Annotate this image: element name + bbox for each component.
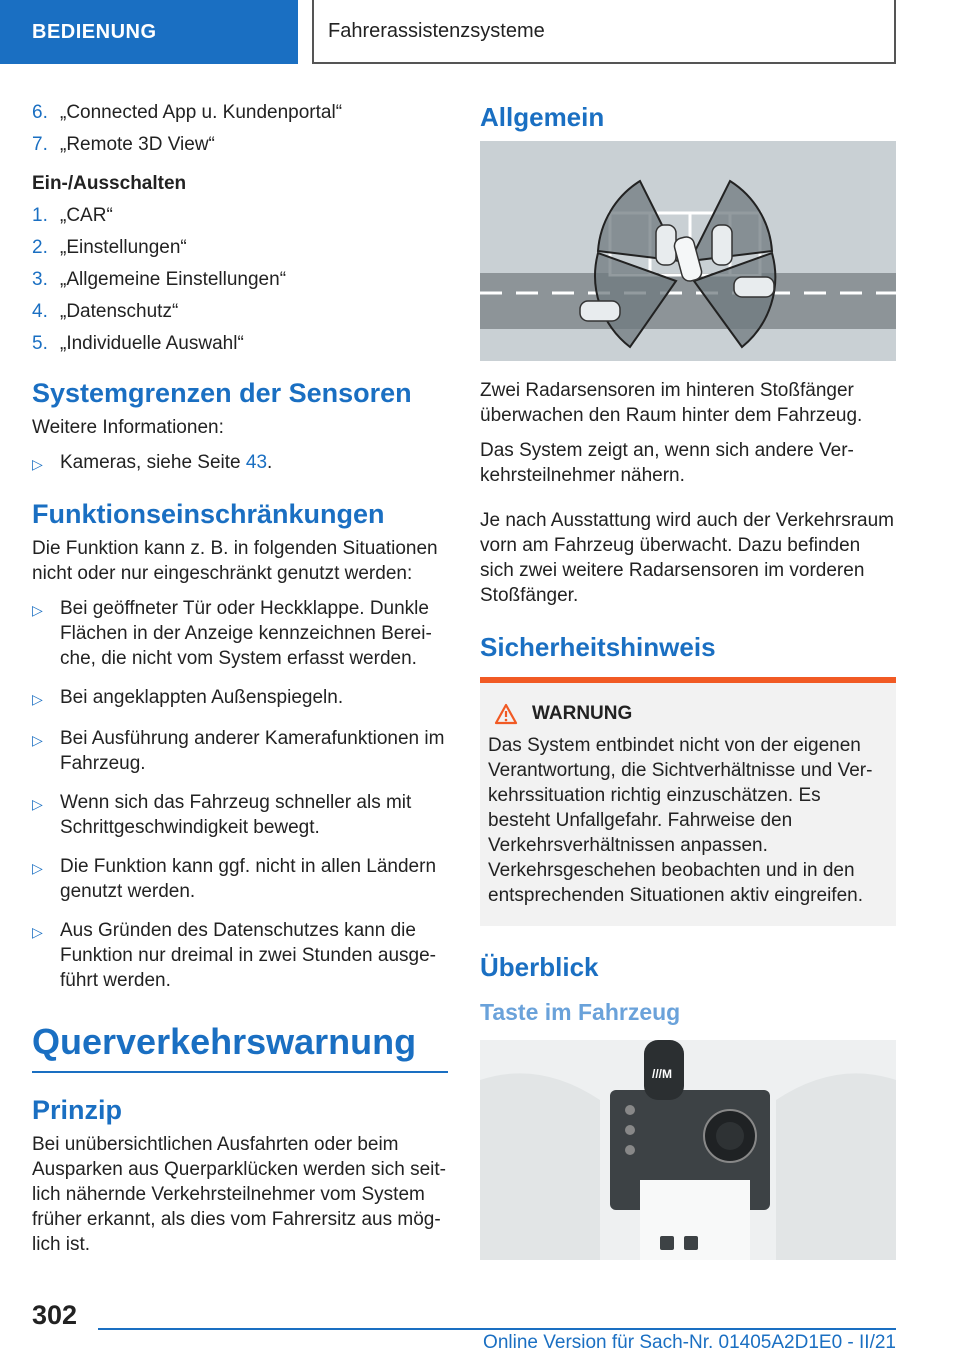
- limits-heading: Systemgrenzen der Sensoren: [32, 378, 412, 408]
- section-title-label: Fahrerassistenzsysteme: [328, 19, 545, 42]
- button-heading: Taste im Fahrzeug: [480, 999, 681, 1025]
- warning-triangle-icon: [494, 703, 518, 725]
- menu-path-list: [32, 100, 448, 157]
- warning-text: Das System entbindet nicht von der eigenen Verantwortung, die Sichtverhältnisse und Verkehrssituation richtig einzuschätzen. Es besteht Unfallgefahr. Fahrweise den Verkehrsverhältnissen anpassen. Verkehrsgeschehen beobachten und in den entsprechenden Situationen aktiv eingreifen.: [488, 735, 873, 906]
- radar-zones-illustration: [480, 141, 896, 361]
- footer-divider: [98, 1328, 896, 1330]
- right-column: [480, 100, 896, 1265]
- general-p1: Zwei Radarsensoren im hinteren Stoßfänger überwachen den Raum hinter dem Fahrzeug.: [480, 380, 863, 426]
- list-item: 3. „Allgemeine Einstellungen“: [32, 269, 287, 290]
- bullet-triangle-icon: ▷: [32, 456, 43, 472]
- principle-heading: Prinzip: [32, 1095, 123, 1125]
- main-heading: Querverkehrswarnung: [32, 1021, 448, 1073]
- general-p2: Das System zeigt an, wenn sich andere Verkehrsteilnehmer nähern.: [480, 440, 854, 486]
- restrictions-list: [32, 596, 448, 993]
- chapter-tab[interactable]: [0, 0, 298, 64]
- list-item: 5. „Individuelle Auswahl“: [32, 333, 244, 354]
- restrictions-heading: Funktionseinschränkungen: [32, 499, 385, 529]
- bullet-triangle-icon: ▷: [32, 691, 43, 707]
- page-link[interactable]: 43: [245, 452, 268, 473]
- principle-text: Bei unübersichtlichen Ausfahrten oder beim Ausparken aus Querparklücken werden sich seitlich nähernde Verkehrsteilnehmer vom System früher erkannt, als dies vom Fahrersitz aus möglich ist.: [32, 1134, 446, 1255]
- list-item: ▷ Wenn sich das Fahrzeug schneller als mit Schrittgeschwindigkeit bewegt.: [32, 792, 412, 838]
- section-title: [312, 0, 896, 64]
- list-item: 1. „CAR“: [32, 205, 113, 226]
- list-item: ▷ Bei geöffneter Tür oder Heckklappe. Dunkle Flächen in der Anzeige kennzeichnen Bereiche, die nicht vom System erfasst werden.: [32, 598, 432, 669]
- limits-intro: Weitere Informationen:: [32, 417, 224, 438]
- list-item: ▷ Aus Gründen des Datenschutzes kann die Funktion nur dreimal in zwei Stunden ausgeführt werden.: [32, 920, 436, 991]
- onoff-steps: [32, 203, 448, 356]
- list-item: 6. „Connected App u. Kundenportal“: [32, 102, 343, 123]
- bullet-triangle-icon: ▷: [32, 732, 43, 748]
- safety-heading: Sicherheitshinweis: [480, 632, 716, 662]
- overview-heading: Überblick: [480, 952, 599, 982]
- onoff-heading: Ein-/Ausschalten: [32, 173, 187, 194]
- restrictions-intro: Die Funktion kann z. B. in folgenden Situationen nicht oder nur eingeschränkt genutzt werden:: [32, 538, 438, 584]
- left-column: [32, 100, 448, 1267]
- list-item: ▷ Bei angeklappten Außenspiegeln.: [32, 685, 448, 712]
- bullet-triangle-icon: ▷: [32, 796, 43, 812]
- center-console-illustration: [480, 1040, 896, 1260]
- general-p3: Je nach Ausstattung wird auch der Verkehrsraum vorn am Fahrzeug überwacht. Dazu befinden sich zwei weitere Radarsensoren im vorderen Stoßfänger.: [480, 510, 895, 606]
- list-item: ▷ Bei Ausführung anderer Kamerafunktionen im Fahrzeug.: [32, 728, 445, 774]
- warning-title: WARNUNG: [488, 703, 888, 725]
- list-item: ▷ Die Funktion kann ggf. nicht in allen Ländern genutzt werden.: [32, 856, 437, 902]
- list-item: ▷ Kameras, siehe Seite 43.: [32, 450, 448, 477]
- svg-text:///M: ///M: [652, 1067, 672, 1081]
- footer-online-version[interactable]: Online Version für Sach-Nr. 01405A2D1E0 - II/21: [483, 1332, 896, 1353]
- bullet-triangle-icon: ▷: [32, 602, 43, 618]
- bullet-triangle-icon: ▷: [32, 860, 43, 876]
- list-item: 7. „Remote 3D View“: [32, 134, 215, 155]
- warning-box: [480, 677, 896, 926]
- general-heading: Allgemein: [480, 102, 605, 132]
- list-item: 2. „Einstellungen“: [32, 237, 187, 258]
- limits-list: [32, 450, 448, 477]
- chapter-tab-label: BEDIENUNG: [32, 20, 157, 43]
- bullet-triangle-icon: ▷: [32, 924, 43, 940]
- list-item: 4. „Datenschutz“: [32, 301, 179, 322]
- page-number: 302: [32, 1300, 78, 1330]
